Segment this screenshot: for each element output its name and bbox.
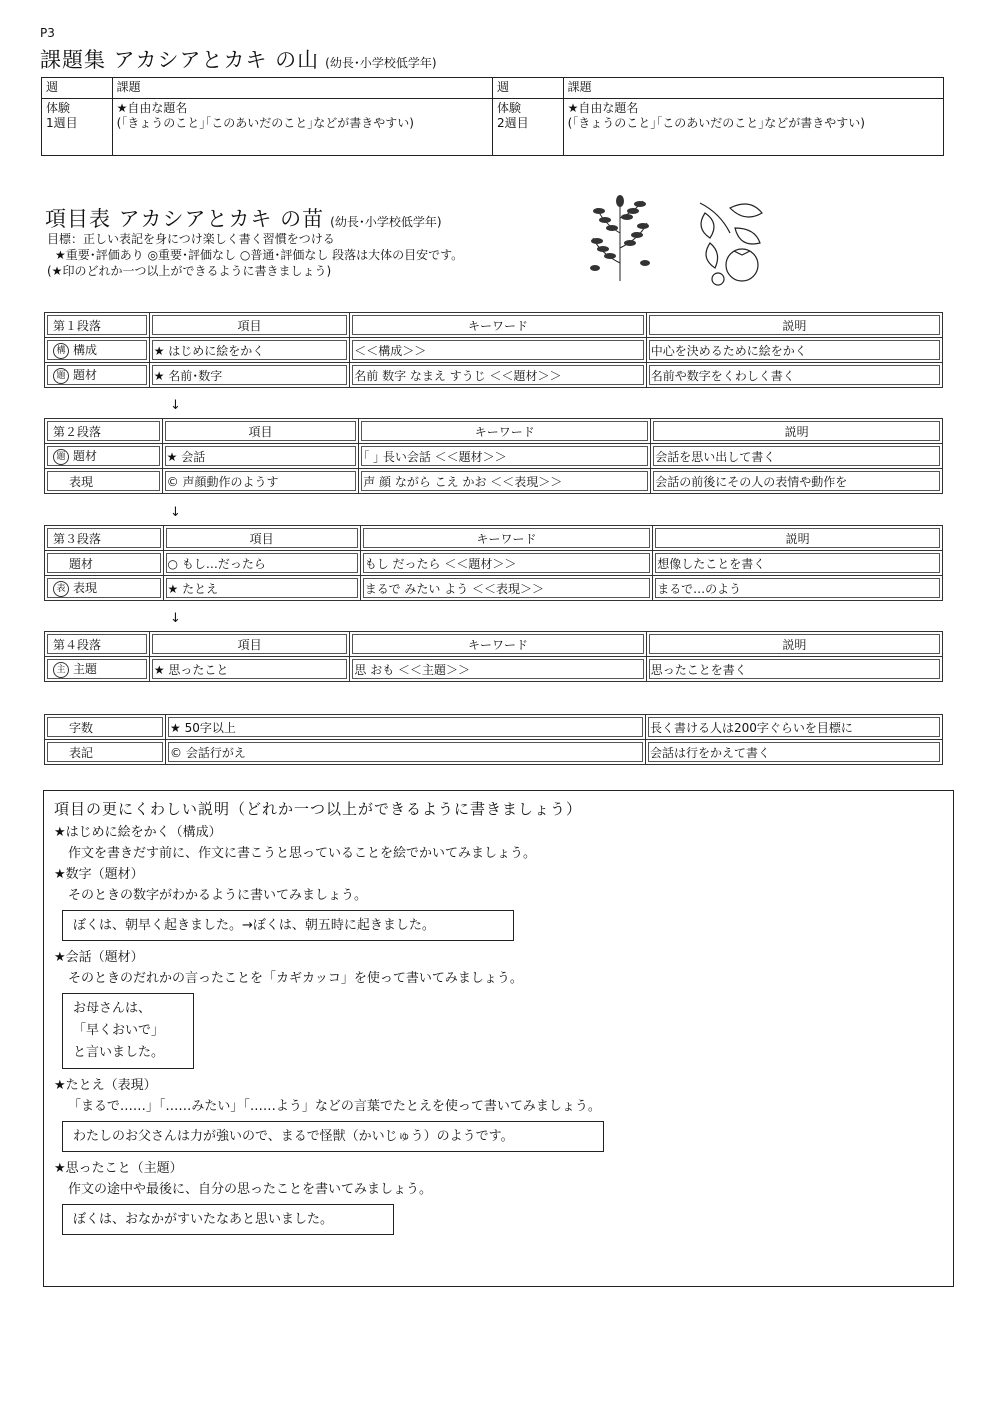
- col-item: 項目: [149, 313, 350, 338]
- keyword-cell: まるで みたい よう ＜＜表現＞＞: [360, 576, 653, 601]
- section-text: 「まるで……」「……みたい」「……よう」などの言葉でたとえを使って書いてみましょう。: [68, 1099, 601, 1114]
- section-text: そのときのだれかの言ったことを「カギカッコ」を使って書いてみましょう。: [68, 971, 523, 986]
- item-cell: ★ 50字以上: [166, 715, 646, 740]
- section-text: そのときの数字がわかるように書いてみましょう。: [68, 888, 368, 903]
- item-cell: ★ はじめに絵をかく: [149, 338, 350, 363]
- section-head: ★会話（題材）: [54, 950, 144, 965]
- section-head: ★たとえ（表現）: [54, 1078, 157, 1093]
- week-cell: 体験 2週目: [492, 99, 563, 156]
- shudai-icon: 主: [53, 662, 69, 678]
- col-task: 課題: [563, 78, 943, 99]
- col-keyword: キーワード: [350, 313, 647, 338]
- paragraph-label: 第４段落: [45, 632, 150, 657]
- section-head: ★思ったこと（主題）: [54, 1161, 183, 1176]
- extra-table: [44, 714, 943, 765]
- keyword-cell: 声 顔 ながら こえ かお ＜＜表現＞＞: [359, 469, 651, 494]
- col-desc: 説明: [653, 526, 943, 551]
- goal-text: 目標：正しい表記を身につけ楽しく書く習慣をつける: [47, 232, 335, 246]
- item-cell: © 会話行がえ: [166, 740, 646, 765]
- daizai-icon: 題: [53, 368, 69, 384]
- explanation-box: [43, 790, 954, 1287]
- category-cell: 題材: [45, 551, 164, 576]
- daizai-icon: 題: [53, 449, 69, 465]
- kaki-illustration: [690, 193, 770, 288]
- down-arrow-icon: ↓: [170, 611, 181, 626]
- category-cell: 題 題材: [45, 444, 163, 469]
- item-cell: © 声顔動作のようす: [162, 469, 359, 494]
- col-item: 項目: [149, 632, 350, 657]
- category-cell: 表記: [45, 740, 166, 765]
- explanation-title: 項目の更にくわしい説明（どれか一つ以上ができるように書きましょう）: [54, 800, 583, 818]
- example-box: ぼくは、おなかがすいたなあと思いました。: [62, 1204, 394, 1235]
- note-text: (★印のどれか一つ以上ができるように書きましょう): [47, 264, 332, 278]
- paragraph-4-table: [44, 631, 943, 682]
- down-arrow-icon: ↓: [170, 505, 181, 520]
- item-cell: ○ もし…だったら: [163, 551, 360, 576]
- desc-cell: 長く書ける人は200字ぐらいを目標に: [646, 715, 943, 740]
- section-text: 作文の途中や最後に、自分の思ったことを書いてみましょう。: [68, 1182, 433, 1197]
- col-keyword: キーワード: [360, 526, 653, 551]
- col-desc: 説明: [646, 632, 942, 657]
- category-cell: 表 表現: [45, 576, 164, 601]
- col-desc: 説明: [646, 313, 942, 338]
- desc-cell: 名前や数字をくわしく書く: [646, 363, 942, 388]
- page-number: P3: [40, 26, 55, 40]
- desc-cell: 会話を思い出して書く: [651, 444, 943, 469]
- task-cell: ★自由な題名 (｢きょうのこと｣｢このあいだのこと｣などが書きやすい): [112, 99, 492, 156]
- item-cell: ★ 思ったこと: [149, 657, 350, 682]
- col-task: 課題: [112, 78, 492, 99]
- kadai-title: 課題集 アカシアとカキ の山 (幼長･小学校低学年): [40, 48, 437, 72]
- item-cell: ★ 会話: [162, 444, 359, 469]
- paragraph-label: 第２段落: [45, 419, 163, 444]
- down-arrow-icon: ↓: [170, 398, 181, 413]
- col-week: 週: [492, 78, 563, 99]
- task-cell: ★自由な題名 (｢きょうのこと｣｢このあいだのこと｣などが書きやすい): [563, 99, 943, 156]
- desc-cell: 想像したことを書く: [653, 551, 943, 576]
- week-cell: 体験 1週目: [42, 99, 113, 156]
- category-cell: 主 主題: [45, 657, 150, 682]
- category-cell: 字数: [45, 715, 166, 740]
- example-box: お母さんは、 「早くおいで」 と言いました。: [62, 993, 194, 1069]
- example-box: ぼくは、朝早く起きました。→ぼくは、朝五時に起きました。: [62, 910, 514, 941]
- kousei-icon: 構: [53, 343, 69, 359]
- acacia-illustration: [585, 193, 655, 283]
- item-cell: ★ 名前･数字: [149, 363, 350, 388]
- col-item: 項目: [163, 526, 360, 551]
- keyword-cell: 名前 数字 なまえ すうじ ＜＜題材＞＞: [350, 363, 647, 388]
- legend-text: ★重要･評価あり ◎重要･評価なし ○普通･評価なし 段落は大体の目安です。: [55, 248, 464, 262]
- item-cell: ★ たとえ: [163, 576, 360, 601]
- desc-cell: 会話の前後にその人の表情や動作を: [651, 469, 943, 494]
- section-head: ★数字（題材）: [54, 867, 144, 882]
- col-keyword: キーワード: [359, 419, 651, 444]
- kadai-table: [41, 77, 944, 156]
- hyougen-icon: 表: [53, 581, 69, 597]
- keyword-cell: 思 おも ＜＜主題＞＞: [350, 657, 646, 682]
- desc-cell: まるで…のよう: [653, 576, 943, 601]
- items-title: 項目表 アカシアとカキ の苗 (幼長･小学校低学年): [45, 207, 442, 231]
- section-head: ★はじめに絵をかく（構成）: [54, 825, 222, 840]
- col-keyword: キーワード: [350, 632, 646, 657]
- paragraph-2-table: [44, 418, 943, 494]
- desc-cell: 会話は行をかえて書く: [646, 740, 943, 765]
- paragraph-label: 第３段落: [45, 526, 164, 551]
- col-item: 項目: [162, 419, 359, 444]
- paragraph-1-table: [44, 312, 943, 388]
- col-desc: 説明: [651, 419, 943, 444]
- keyword-cell: ｢ ｣ 長い会話 ＜＜題材＞＞: [359, 444, 651, 469]
- category-cell: 題 題材: [45, 363, 150, 388]
- section-text: 作文を書きだす前に、作文に書こうと思っていることを絵でかいてみましょう。: [68, 846, 537, 861]
- example-box: わたしのお父さんは力が強いので、まるで怪獣（かいじゅう）のようです。: [62, 1121, 604, 1152]
- col-week: 週: [42, 78, 113, 99]
- keyword-cell: もし だったら ＜＜題材＞＞: [360, 551, 653, 576]
- paragraph-label: 第１段落: [45, 313, 150, 338]
- desc-cell: 思ったことを書く: [646, 657, 942, 682]
- category-cell: 構 構成: [45, 338, 150, 363]
- category-cell: 表現: [45, 469, 163, 494]
- desc-cell: 中心を決めるために絵をかく: [646, 338, 942, 363]
- paragraph-3-table: [44, 525, 943, 601]
- keyword-cell: ＜＜構成＞＞: [350, 338, 647, 363]
- items-goal: [47, 231, 463, 279]
